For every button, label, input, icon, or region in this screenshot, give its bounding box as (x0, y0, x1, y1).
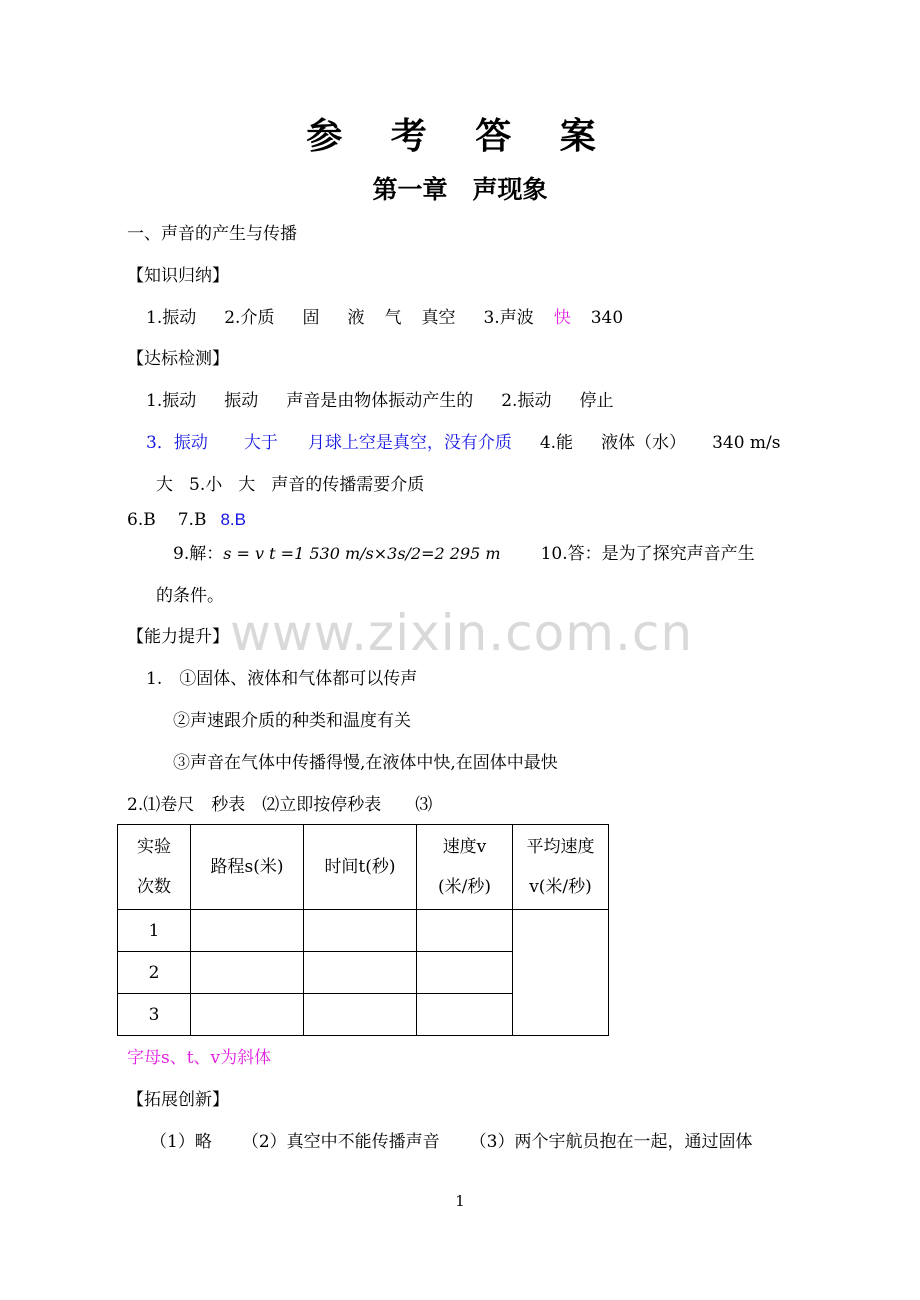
answer-text: 声音是由物体振动产生的 (286, 391, 474, 411)
chapter-title: 第一章 声现象 (372, 175, 548, 204)
answer-text-blue: 大于 (243, 433, 278, 453)
answer-text: 液体（水） (601, 433, 687, 453)
answer-text-blue: 月球上空是真空，没有介质 (307, 433, 512, 453)
table-cell: 3 (118, 994, 191, 1036)
answer-text: 1.振动 (146, 391, 197, 411)
knowledge-heading: 【知识归纳】 (127, 266, 229, 286)
section-heading: 一、声音的产生与传播 (127, 224, 297, 244)
table-cell: 1 (118, 910, 191, 952)
extend-heading: 【拓展创新】 (127, 1090, 229, 1110)
ability-line-1: 1. ①固体、液体和气体都可以传声 (146, 669, 418, 689)
answer-text: 10.答：是为了探究声音产生 (540, 544, 755, 564)
table-header-cell: 路程s(米) (191, 825, 304, 910)
answer-text: 2.振动 (501, 391, 552, 411)
ability-line-3: ③声音在气体中传播得慢,在液体中快,在固体中最快 (173, 753, 558, 773)
watermark: www.zixin.com.cn (230, 604, 694, 662)
table-cell (417, 994, 513, 1036)
answer-text: 气 (384, 308, 402, 328)
answer-text-highlight: 快 (553, 308, 571, 328)
table-cell (304, 910, 417, 952)
extend-line-1 (150, 1131, 752, 1153)
table-header-cell: 平均速度 v(米/秒) (513, 825, 609, 910)
answer-text: 340 (590, 308, 624, 328)
answer-text: （3）两个宇航员抱在一起，通过固体 (469, 1132, 753, 1152)
answer-text-blue: 8.B (220, 510, 246, 529)
formula-text: s = v t =1 530 m/s×3s/2=2 295 m (223, 544, 501, 563)
answer-text: 4.能 (539, 433, 574, 453)
check-line-6: 的条件。 (156, 586, 224, 606)
check-line-1 (146, 390, 613, 412)
check-line-2 (146, 432, 781, 454)
check-line-5 (173, 543, 755, 565)
table-cell (417, 910, 513, 952)
answer-text: 3.声波 (483, 308, 534, 328)
table-cell (304, 952, 417, 994)
answer-text: 7.B (177, 510, 207, 530)
table-cell (417, 952, 513, 994)
answer-text: 大 (238, 475, 256, 495)
table-header-cell: 时间t(秒) (304, 825, 417, 910)
page-number: 1 (455, 1192, 465, 1210)
ability-heading: 【能力提升】 (127, 627, 229, 647)
answer-text: 6.B (127, 510, 156, 530)
table-cell (191, 910, 304, 952)
answer-text: 340 m/s (712, 433, 781, 453)
answer-text: 真空 (421, 308, 456, 328)
experiment-table (117, 824, 609, 1036)
answer-text: 大 (156, 475, 173, 495)
answer-text: （1）略 (150, 1132, 212, 1152)
answer-text: （2）真空中不能传播声音 (241, 1132, 440, 1152)
table-cell (191, 952, 304, 994)
answer-text: 振动 (224, 391, 259, 411)
answer-text: 停止 (579, 391, 614, 411)
table-header-cell: 实验 次数 (118, 825, 191, 910)
answer-text: 液 (347, 308, 365, 328)
ability-line-4: 2.⑴卷尺 秒表 ⑵立即按停秒表 ⑶ (127, 795, 433, 815)
check-line-4 (127, 509, 246, 531)
note-text: 字母s、t、v为斜体 (127, 1048, 272, 1068)
table-cell (191, 994, 304, 1036)
table-cell: 2 (118, 952, 191, 994)
table-cell-merged (513, 910, 609, 1036)
knowledge-answers (146, 307, 623, 329)
table-cell (304, 994, 417, 1036)
table-header-cell: 速度v (米/秒) (417, 825, 513, 910)
check-heading: 【达标检测】 (127, 349, 229, 369)
answer-text: 2.介质 (224, 308, 275, 328)
answer-text-blue: 3．振动 (146, 433, 208, 453)
table-header-row (118, 825, 609, 910)
ability-line-2: ②声速跟介质的种类和温度有关 (173, 711, 411, 731)
answer-text: 声音的传播需要介质 (271, 475, 425, 495)
table-row (118, 910, 609, 952)
page-title: 参 考 答 案 (306, 116, 614, 157)
answer-text: 1.振动 (146, 308, 197, 328)
answer-text: 9.解： (173, 544, 224, 564)
answer-text: 5.小 (189, 475, 223, 495)
answer-text: 固 (302, 308, 320, 328)
check-line-3 (156, 474, 424, 496)
